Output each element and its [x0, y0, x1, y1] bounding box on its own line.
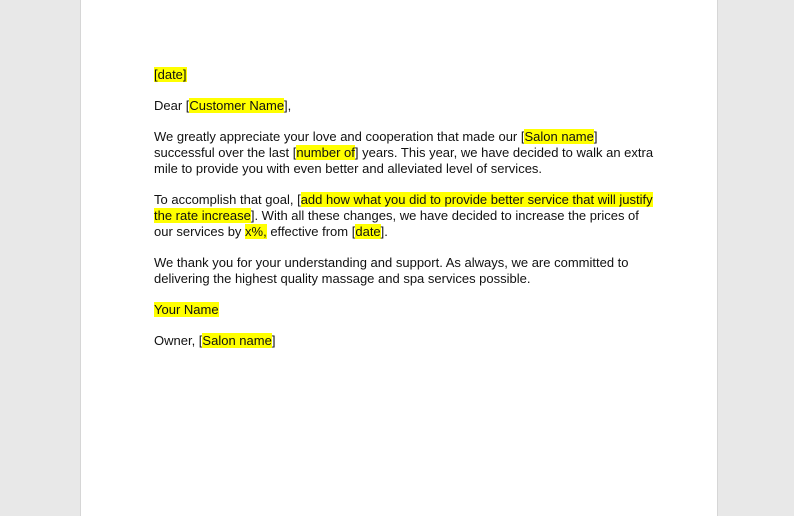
- text-segment: ]: [593, 129, 598, 144]
- text-segment: our services by: [154, 224, 246, 239]
- text-segment: ] years. This year, we have decided to walk an extra: [354, 145, 654, 160]
- salutation: [154, 98, 654, 114]
- text-segment: We greatly appreciate your love and cooperation that made our [: [154, 129, 525, 144]
- paragraph-line: mile to provide you with even better and alleviated level of services.: [154, 161, 543, 176]
- paragraph-line: [154, 192, 654, 208]
- paragraph-line: [154, 145, 654, 161]
- text-segment: ]. With all these changes, we have decided to increase the prices of: [250, 208, 639, 223]
- letter-body[interactable]: [154, 67, 654, 364]
- service-improvement-placeholder[interactable]: add how what you did to provide better service that will justify: [300, 192, 653, 207]
- your-name-placeholder[interactable]: Your Name: [154, 302, 219, 317]
- salutation-prefix: Dear [: [154, 98, 190, 113]
- signature-title: [154, 333, 654, 349]
- paragraph-line: [154, 208, 654, 224]
- signature-name-line: [154, 302, 654, 318]
- text-segment: To accomplish that goal, [: [154, 192, 301, 207]
- effective-date-placeholder[interactable]: date: [355, 224, 381, 239]
- paragraph-line: [154, 224, 654, 240]
- paragraph-thanks: [154, 255, 654, 287]
- salon-name-placeholder[interactable]: Salon name: [524, 129, 594, 144]
- title-suffix: ]: [271, 333, 276, 348]
- paragraph-line: [154, 129, 654, 145]
- salon-name-placeholder-signature[interactable]: Salon name: [202, 333, 272, 348]
- paragraph-line: We thank you for your understanding and support. As always, we are committed to: [154, 255, 629, 270]
- customer-name-placeholder[interactable]: Customer Name: [189, 98, 285, 113]
- salutation-suffix: ],: [284, 98, 292, 113]
- paragraph-price-increase: [154, 192, 654, 240]
- service-improvement-placeholder-cont[interactable]: the rate increase: [154, 208, 251, 223]
- text-segment: ].: [380, 224, 388, 239]
- date-line: [154, 67, 654, 83]
- number-of-years-placeholder[interactable]: number of: [296, 145, 355, 160]
- title-prefix: Owner, [: [154, 333, 203, 348]
- text-segment: effective from [: [266, 224, 356, 239]
- text-segment: successful over the last [: [154, 145, 297, 160]
- paragraph-appreciation: [154, 129, 654, 177]
- paragraph-line: delivering the highest quality massage and spa services possible.: [154, 271, 531, 286]
- date-placeholder[interactable]: [date]: [154, 67, 187, 82]
- percent-placeholder[interactable]: x%,: [245, 224, 267, 239]
- document-page[interactable]: [80, 0, 718, 516]
